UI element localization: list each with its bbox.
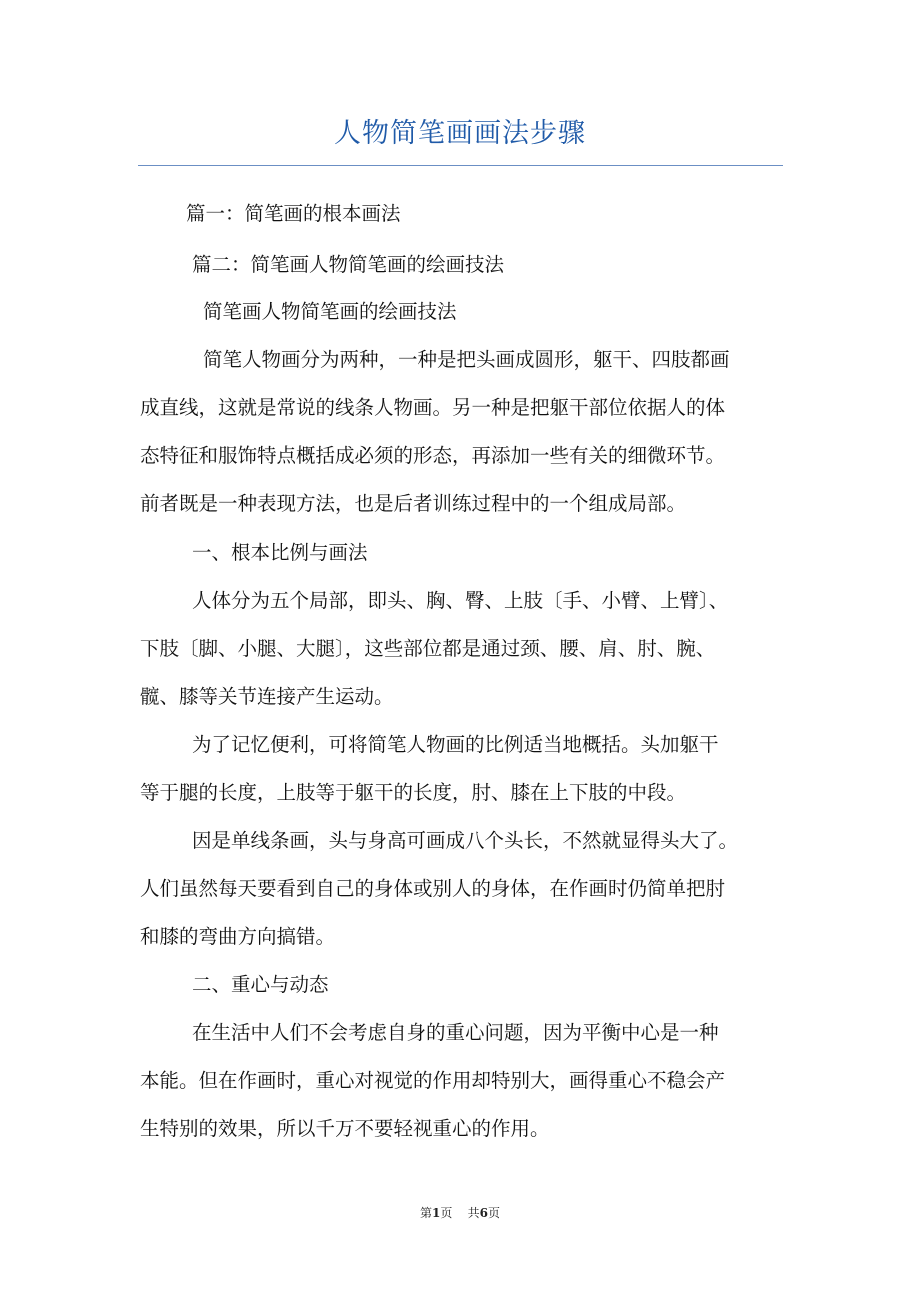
page-footer: [0, 1205, 920, 1221]
text-line: 篇二：简笔画人物简笔画的绘画技法: [192, 253, 505, 276]
text-line: 篇一：简笔画的根本画法: [186, 202, 401, 225]
text-line: 生特别的效果，所以千万不要轻视重心的作用。: [140, 1117, 550, 1140]
text-line: 和膝的弯曲方向搞错。: [140, 925, 336, 948]
text-line: 人体分为五个局部，即头、胸、臀、上肢〔手、小臂、上臂〕、: [192, 589, 729, 612]
text-line: 成直线，这就是常说的线条人物画。另一种是把躯干部位依据人的体: [140, 396, 726, 419]
text-line: 态特征和服饰特点概括成必须的形态，再添加一些有关的细微环节。: [140, 444, 726, 467]
text-line: 为了记忆便利，可将简笔人物画的比例适当地概括。头加躯干: [192, 733, 719, 756]
page-prefix: 第: [419, 1206, 432, 1220]
document-title: 人物简笔画画法步骤: [334, 118, 586, 149]
title-divider: [138, 165, 783, 166]
text-line: 本能。但在作画时，重心对视觉的作用却特别大，画得重心不稳会产: [140, 1069, 726, 1092]
text-line: 髋、膝等关节连接产生运动。: [140, 685, 394, 708]
text-line: 一、根本比例与画法: [192, 541, 368, 564]
total-label: 页: [488, 1206, 501, 1220]
text-line: 在生活中人们不会考虑自身的重心问题，因为平衡中心是一种: [192, 1021, 719, 1044]
page-label: 页: [440, 1206, 453, 1220]
text-line: 简笔人物画分为两种，一种是把头画成圆形，躯干、四肢都画: [203, 348, 730, 371]
text-line: 简笔画人物简笔画的绘画技法: [203, 300, 457, 323]
text-line: 下肢〔脚、小腿、大腿〕，这些部位都是通过颈、腰、肩、肘、腕、: [140, 637, 716, 660]
page-number: 1: [431, 1206, 441, 1220]
total-pages: 6: [479, 1206, 488, 1220]
total-prefix: 共: [467, 1206, 480, 1220]
text-line: 人们虽然每天要看到自己的身体或别人的身体，在作画时仍简单把肘: [140, 877, 726, 900]
text-line: 等于腿的长度，上肢等于躯干的长度，肘、膝在上下肢的中段。: [140, 781, 687, 804]
text-line: 前者既是一种表现方法，也是后者训练过程中的一个组成局部。: [140, 492, 687, 515]
text-line: 因是单线条画，头与身高可画成八个头长，不然就显得头大了。: [192, 829, 739, 852]
text-line: 二、重心与动态: [192, 973, 329, 996]
